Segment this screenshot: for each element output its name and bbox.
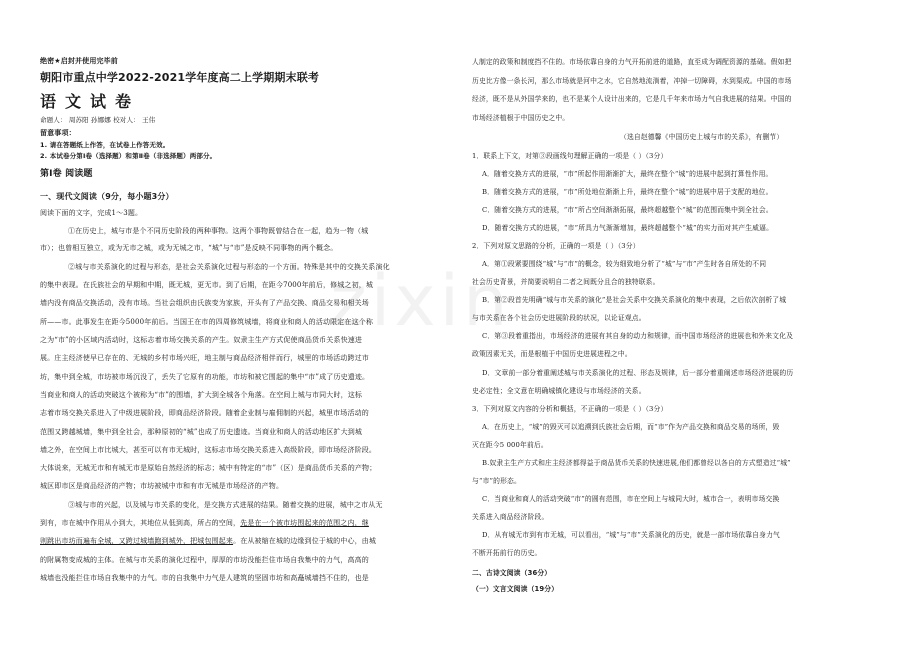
q2-option-d-cont: 史必定性；全文意在明确城镇化建设与市场经济的关系。 [472, 387, 646, 395]
text-line: ②城与市关系演化的过程与形态，是社会关系演化过程与形态的一个方面。特殊是其中的交换关系演化 [68, 263, 390, 271]
text-line: 市）；也曾相互独立，或为无市之城，或为无城之市，“城”与“市”是反映不同事物的两个概念。 [40, 244, 338, 252]
text-line-underlined-end [40, 537, 376, 546]
q1-option-d: D．随着交换方式的进展，“市”所具力气渐渐增加，最终超越整个“城”的实力而对其产生威逼。 [482, 224, 774, 232]
q3-option-b: B.奴隶主生产方式和庄主经济都得益于商品货币关系的快速进展,他们都曾经以各自的方式塑造过“城” [482, 459, 791, 467]
section-1-heading: 一、现代文阅读（9分，每小题3分） [40, 192, 174, 201]
question-3: 3．下列对原文内容的分析和概括，不正确的一项是（ ）（3分） [472, 405, 668, 413]
q1-option-c: C．随着交换方式的进展，“市”所占空间渐渐拓展，最终超越整个“城”的范围而集中到全社会。 [482, 206, 773, 214]
question-2: 2．下列对原文思路的分析，正确的一项是（ ）（3分） [472, 242, 640, 250]
exam-title: 朝阳市重点中学2022-2021学年度高二上学期期末联考 [40, 71, 319, 84]
section-2-heading: 二、古诗文阅读（36分） [472, 569, 552, 577]
text-line: 经济，既不是从外国学来的，也不是某个人设计出来的，它是几千年来市场力气自我进展的结果。中国的 [472, 95, 792, 103]
watermark: zixin [330, 260, 512, 342]
text-line: 展。庄主经济使早已存在的、无城的乡村市场兴旺，地主制与商品经济相伴而行，城里的市场活动跨过市 [40, 354, 369, 362]
q3-option-b-cont: 与“市”的形态。 [472, 477, 521, 485]
q2-option-b-cont: 与市关系在各个社会历史进展阶段的状况，以论证观点。 [472, 314, 646, 322]
text-line: 墙内没有商品交换活动，没有市场。当社会组织由氏族变为家族，开头有了产品交换、商品交易和相关场 [40, 299, 369, 307]
text-line: 墙之外，在空间上市比城大，甚至可以有市无城时，这标志市场交换关系进入高级阶段，即市场经济阶段。 [40, 446, 377, 454]
text-line: 的附属物变成城的主体。在城与市关系的演化过程中，厚厚的市坊没能拦住市场自我集中的力气，高高的 [40, 556, 369, 564]
q3-option-d-cont: 不断开拓前行的历史。 [472, 549, 542, 557]
note-1: 1. 请在答题纸上作答，在试卷上作答无效。 [40, 141, 170, 149]
authors-line: 命题人： 周苏阳 孙娜娜 校对人： 王伟 [40, 116, 156, 124]
underlined-segment: 则跳出市坊而遍布全城，又跨过城墙跑到城外，把城包围起来 [40, 537, 234, 545]
text-line: 大体说来，无城无市和有城无市是原始自然经济的标志；城中有特定的“市”（区）是商品货币关系的产物； [40, 464, 377, 472]
text-line: 城区即市区是商品经济的产物；市坊被城中市和有市无城是市场经济的产物。 [40, 482, 284, 490]
q2-option-b: B．第②段首先明确“城与市关系的演化”是社会关系中交换关系演化的集中表现，之后依次剖析了城 [482, 296, 787, 304]
underlined-segment: 先是在一个被市坊围起来的范围之内，继 [240, 519, 369, 527]
q3-option-a: A．在历史上，“城”的毁灭可以追溯到氏族社会后期，而“市”作为产品交换和商品交易的场所，毁 [482, 423, 780, 431]
text-line: ③城与市的兴起，以及城与市关系的变化，是交换方式进展的结果。随着交换的进展，城中之市从无 [68, 501, 383, 509]
notes-heading: 留意事项： [40, 129, 76, 137]
text-line: 坊，集中到全城，市坊被市场沉没了，丢失了它原有的功能，市坊和被它围起的集中“市”成了历史遗迹。 [40, 373, 370, 381]
q1-option-b: B．随着交换方式的进展，“市”所处地位渐渐上升，最终在整个“城”的进展中居于支配的地位。 [482, 188, 773, 196]
q2-option-d: D．文章前一部分着重阐述城与市关系演化的过程、形态及规律，后一部分着重阐述市场经济进展的历 [482, 369, 794, 377]
part-1-heading: 第Ⅰ卷 阅读题 [40, 169, 93, 179]
q2-option-c: C．第③段着重指出，市场经济的进展有其自身的动力和规律，而中国市场经济的进展也和外来文化及 [482, 332, 794, 340]
q3-option-c-cont: 关系进入商品经济阶段。 [472, 513, 549, 521]
text-line: 市场经济植根于中国历史之中。 [472, 114, 570, 122]
text-line: 所——市。此事发生在距今5000年前后。当国王在市的四周修筑城墙，将商业和商人的活动限定在这个称 [40, 318, 374, 326]
q2-option-c-cont: 政策因素无关，而是根植于中国历史进展进程之中。 [472, 350, 632, 358]
text-line: 志着市场交换关系进入了中级进展阶段，即商品经济阶段。随着企业制与雇佣制的兴起，城里市场活动的 [40, 409, 369, 417]
text-segment: 到有，市在城中作用从小到大，其地位从低到高，所占的空间， [40, 519, 241, 527]
text-line: 范围又跨越城墙，集中到全社会，那种原初的“城”也成了历史遗迹。当商业和商人的活动地区扩大到城 [40, 428, 363, 436]
q2-option-a-cont: 社会历史背景，并简要说明自二者之间既分且合的独特联系。 [472, 278, 660, 286]
reading-instruction: 阅读下面的文字，完成1～3题。 [40, 209, 143, 217]
text-line: 的集中表现。在氏族社会的早期和中期，既无城，更无市。到了后期，在距今7000年前后，修城之初，城 [40, 281, 374, 289]
text-line-underlined-start [40, 519, 369, 528]
section-2-subheading: （一）文言文阅读（19分） [472, 585, 559, 593]
question-1: 1．联系上下文，对第③段画线句理解正确的一项是（ ）（3分） [472, 152, 668, 160]
q3-option-a-cont: 灭在距今5 000年前后。 [472, 441, 548, 449]
text-line: 之为“市”的小区域内活动时，这标志着市场交换关系的产生。奴隶主生产方式促使商品货币关系快速进 [40, 336, 363, 344]
q3-option-d: D．从有城无市到有市无城，可以看出，“城”与“市”关系演化的历史，就是一部市场依靠自身力气 [482, 531, 780, 539]
text-line: ①在历史上，城与市是个不同历史阶段的两种事物。这两个事物既曾结合在一起，趋为一物（城 [68, 227, 369, 235]
q3-option-c: C．当商业和商人的活动突破“市”的圆有范围，市在空间上与城同大时，城市合一，表明市场交换 [482, 495, 780, 503]
text-line: 人制定的政策和制度挡不住的。市场依靠自身的力气开拓前进的道路，直至成为调配资源的基础。假如把 [472, 58, 792, 66]
text-line: 当商业和商人的活动突破这个被称为“市”的围墙，扩大到全城各个角落。在空间上城与市同大时，这标 [40, 391, 363, 399]
q2-option-a: A．第①段紧要围绕“城”与“市”的概念，较为细致地分析了“城”与“市”产生时各自所处的不同 [482, 260, 767, 268]
note-2: 2. 本试卷分第Ⅰ卷（选择题）和第Ⅱ卷（非选择题）两部分。 [40, 152, 217, 160]
source-citation: （选自赵德馨《中国历史上城与市的关系》，有删节） [620, 133, 784, 141]
text-segment: 。在从被缩在城的边缘到位于城的中心，由城 [233, 537, 377, 545]
q1-option-a: A．随着交换方式的进展，“市”所起作用渐渐扩大，最终在整个“城”的进展中起到打算性作用。 [482, 170, 773, 178]
subject-title: 语文试卷 [40, 92, 141, 111]
text-line: 历史比方像一条长河，那么市场就是河中之水，它自然地流淌着，冲掉一切障碍，水到渠成。中国的市场 [472, 77, 792, 85]
text-line: 城墙也没能拦住市场自我集中的力气。市的自我集中力气是人建筑的坚固市坊和高矗城墙挡不住的，也是 [40, 574, 369, 582]
confidential-label: 绝密★启封并使用完毕前 [40, 57, 118, 65]
